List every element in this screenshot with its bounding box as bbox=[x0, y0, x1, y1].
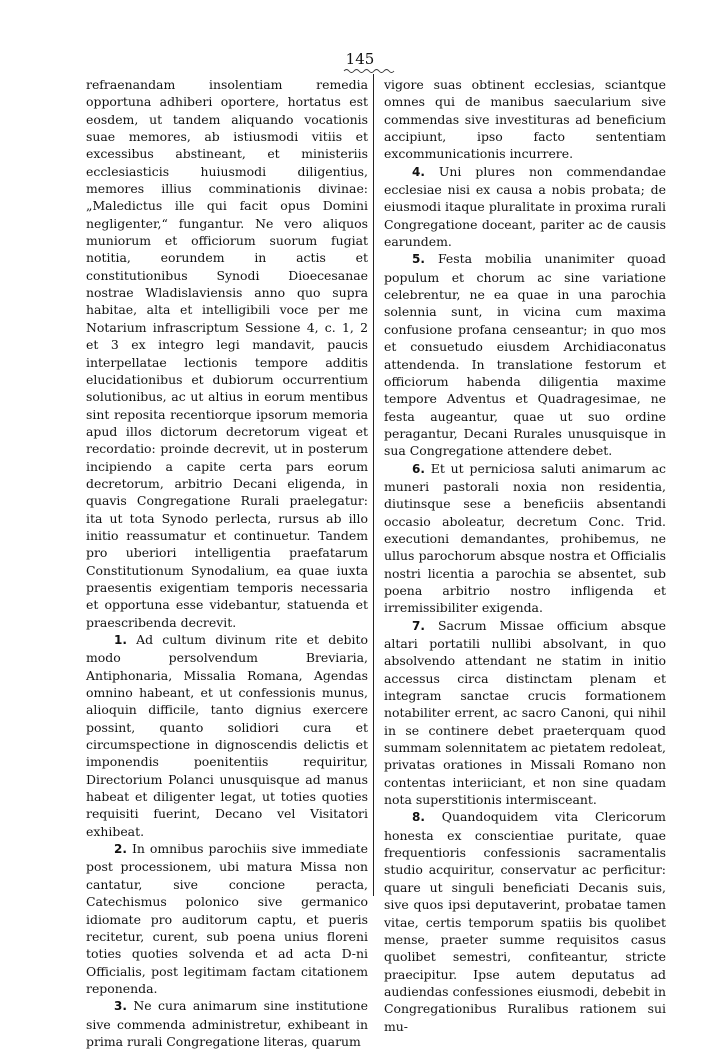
paragraph-text: Festa mobilia unanimiter quoad populum et chorum ac sine variatione celebrentur, ne ea quae in una parochia solennia sunt, in vicina cum maxima confusione profana censeantur; in quo mos et consuetudo eiusdem Archidiaconatus attendenda. In translatione festorum et officiorum habenda diligentia maxime tempore Adventus et Quadragesimae, ne festa augeantur, quae ut suo ordine peragantur, Decani Rurales unusquisque in sua Congregatione attendere debet. bbox=[384, 251, 666, 459]
paragraph-1 bbox=[86, 631, 368, 840]
paragraph-3-continued: vigore suas obtinent ecclesias, sciantque omnes qui de manibus saecularium sive commendas sive investituras ad beneficium accipiunt, ipso facto sententiam excommunicationis incurrere. bbox=[384, 77, 666, 162]
paragraph-number: 2. bbox=[114, 842, 127, 857]
paragraph-number: 3. bbox=[114, 999, 127, 1014]
paragraph-2 bbox=[86, 840, 368, 997]
paragraph-7 bbox=[384, 617, 666, 809]
paragraph-intro: refraenandam insolentiam remedia opportuna adhiberi oportere, hortatus est eosdem, ut tandem aliquando vocationis suae memores, ab istiusmodi vitiis et excessibus abstineant, et ministeriis ecclesiasticis huiusmodi diligentius, memores illius comminationis divinae: „Maledictus ille qui facit opus Domini negligenter,“ fungantur. Ne vero aliquos muniorum et officiorum suorum fugiat notitia, eorundem in actis et constitutionibus Synodi Dioecesanae nostrae Wladislaviensis anno quo supra habitae, alta et intelligibili voce per me Notarium infrascriptum Sessione 4, c. 1, 2 et 3 ex integro legi mandavit, paucis interpellatae lectionis tempore additis elucidationibus et dubiorum occurrentium solutionibus, ac ut altius in eorum mentibus sint reposita recentiorque ipsorum memoria apud illos dictorum decretorum vigeat et recordatio: proinde decrevit, ut in posterum incipiendo a capite certa pars eorum decretorum, arbitrio Decani eligenda, in quavis Congregatione Rurali praelegatur: ita ut tota Synodo perlecta, rursus ab illo initio reassumatur et continuetur. Tandem pro uberiori intelligentia praefatarum Constitutionum Synodalium, ea quae iuxta praesentis exigentiam temporis necessaria et opportuna esse videbantur, statuenda et praescribenda decrevit. bbox=[86, 77, 368, 630]
right-column bbox=[384, 76, 666, 1035]
paragraph-5 bbox=[384, 250, 666, 459]
page-number-ornament bbox=[343, 68, 397, 74]
paragraph-text: Uni plures non commendandae ecclesiae nisi ex causa a nobis probata; de eiusmodi itaque pluralitate in proxima rurali Congregatione doceant, pariter ac de causis earundem. bbox=[384, 163, 666, 250]
paragraph-text: Et ut perniciosa saluti animarum ac muneri pastorali noxia non residentia, diutinsque sese a beneficiis absentandi occasio aboleatur, decretum Conc. Trid. executioni demandantes, prohibemus, ne ullus parochorum absque nostra et Officialis nostri licentia a parochia se absentet, sub poena arbitrio nostro infligenda et irremissibiliter exigenda. bbox=[384, 460, 666, 616]
left-column bbox=[86, 76, 368, 1050]
paragraph-text: Sacrum Missae officium absque altari portatili nullibi absolvant, in quo absolvendo attendant ne statim in initio accessus circa distinctam plenam et integram sanctae crucis formationem notabiliter errent, ac sacro Canoni, qui nihil in se continere debet praeterquam quod summam solennitatem ac pietatem redoleat, privatas orationes in Missali Romano non contentas interiiciant, et non sine quadam nota superstitionis intermisceant. bbox=[384, 617, 666, 808]
paragraph-3 bbox=[86, 997, 368, 1050]
paragraph-number: 7. bbox=[412, 618, 425, 633]
paragraph-6 bbox=[384, 460, 666, 617]
paragraph-number: 5. bbox=[412, 252, 425, 267]
page-number: 145 bbox=[345, 50, 375, 68]
paragraph-4 bbox=[384, 163, 666, 251]
paragraph-number: 8. bbox=[412, 810, 425, 825]
paragraph-8 bbox=[384, 808, 666, 1034]
paragraph-number: 1. bbox=[114, 633, 127, 647]
paragraph-number: 4. bbox=[412, 164, 425, 179]
column-divider bbox=[373, 74, 374, 896]
paragraph-text: Quandoquidem vita Clericorum honesta ex conscientiae puritate, quae frequentioris confessionis sacramentalis studio acquiritur, conservatur ac perficitur: quare ut singuli beneficiati Decanis suis, sive quos ipsi deputaverint, probatae tamen vitae, certis temporum spatiis bis quolibet mense, praeter summe requisitos casus quolibet semestri, confiteantur, stricte praecipitur. Ipse autem deputatus ad audiendas confessiones eiusmodi, debebit in Congregationibus Ruralibus rationem sui mu- bbox=[384, 809, 666, 1034]
paragraph-text: In omnibus parochiis sive immediate post processionem, ubi matura Missa non cantatur, sive concione peracta, Catechismus polonico sive germanico idiomate pro auditorum captu, et pueris recitetur, curent, sub poena unius floreni toties quoties solvenda et ad acta D-ni Officialis, post legitimam factam citationem reponenda. bbox=[86, 841, 368, 996]
paragraph-text: Ne cura animarum sine institutione sive commenda administretur, exhibeant in prima rurali Congregatione literas, quarum bbox=[86, 998, 368, 1049]
paragraph-text: Ad cultum divinum rite et debito modo persolvendum Breviaria, Antiphonaria, Missalia Romana, Agendas omnino habeant, et ut confessionis munus, alioquin difficile, tanto dignius exercere possint, quanto solidiori cura et circumspectione in dignoscendis delictis et imponendis poenitentiis requiritur, Directorium Polanci unusquisque ad manus habeat et diligenter legat, ut toties quoties requisiti fuerint, Decano vel Visitatori exhibeat. bbox=[86, 632, 368, 839]
paragraph-number: 6. bbox=[412, 461, 425, 476]
